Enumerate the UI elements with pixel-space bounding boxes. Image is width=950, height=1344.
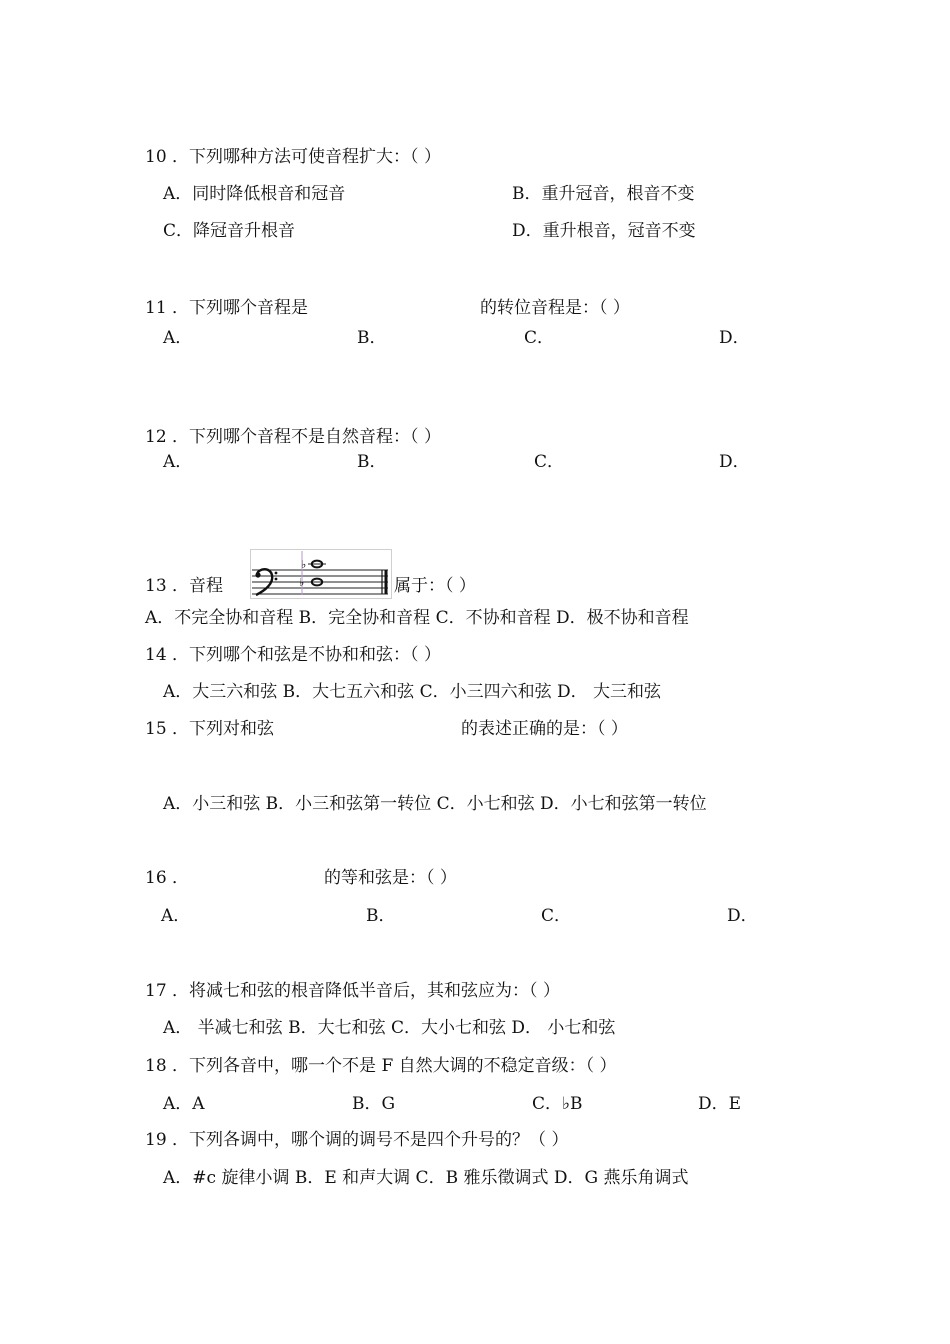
q12-option-d: D． [719,452,750,472]
interval-staff-image [250,549,392,599]
q10-option-b: B．重升冠音，根音不变 [512,184,695,204]
q19-stem: 19 ．下列各调中，哪个调的调号不是四个升号的？（ ） [145,1130,569,1150]
q16-option-c: C． [541,906,572,926]
q16-stem-pre: 16 ． [145,868,190,888]
q10-stem: 10 ．下列哪种方法可使音程扩大：（ ） [145,147,441,167]
q14-options: A．大三六和弦 B．大七五六和弦 C．小三四六和弦 D． 大三和弦 [163,682,662,702]
q10-option-d: D．重升根音，冠音不变 [512,221,696,241]
q11-option-b: B． [357,328,387,348]
q15-stem-post: 的表述正确的是：（ ） [461,719,628,739]
q11-option-c: C． [524,328,555,348]
q11-stem-post: 的转位音程是：（ ） [480,298,630,318]
q16-option-d: D． [727,906,758,926]
q12-option-b: B． [357,452,387,472]
q11-stem-pre: 11 ．下列哪个音程是 [145,298,309,318]
q15-options: A．小三和弦 B．小三和弦第一转位 C．小七和弦 D．小七和弦第一转位 [163,794,707,814]
q11-option-d: D． [719,328,750,348]
q16-stem-post: 的等和弦是：（ ） [324,868,457,888]
q12-stem: 12 ．下列哪个音程不是自然音程：（ ） [145,427,441,447]
q12-option-c: C． [534,452,565,472]
q17-options: A． 半减七和弦 B．大七和弦 C．大小七和弦 D． 小七和弦 [163,1018,616,1038]
q13-options: A．不完全协和音程 B．完全协和音程 C．不协和音程 D．极不协和音程 [145,608,689,628]
q12-option-a: A． [163,452,193,472]
q18-stem: 18 ．下列各音中，哪一个不是 F 自然大调的不稳定音级：（ ） [145,1056,617,1076]
q10-option-a: A．同时降低根音和冠音 [163,184,346,204]
svg-text:♭: ♭ [299,576,305,589]
q14-stem: 14 ．下列哪个和弦是不协和和弦：（ ） [145,645,441,665]
q18-option-c: C．♭B [532,1094,583,1114]
q13-stem-pre: 13 ．音程 [145,576,224,596]
q19-options: A．#c 旋律小调 B．E 和声大调 C．B 雅乐徵调式 D．G 燕乐角调式 [163,1168,689,1188]
q13-stem-post: 属于：（ ） [394,576,476,596]
q18-option-b: B．G [352,1094,396,1114]
svg-text:♭: ♭ [301,558,307,571]
q17-stem: 17 ．将减七和弦的根音降低半音后，其和弦应为：（ ） [145,981,560,1001]
q18-option-a: A．A [163,1094,205,1114]
q11-option-a: A． [163,328,193,348]
q16-option-b: B． [366,906,396,926]
q18-option-d: D．E [698,1094,742,1114]
q10-option-c: C．降冠音升根音 [163,221,296,241]
q15-stem-pre: 15 ．下列对和弦 [145,719,275,739]
q16-option-a: A． [161,906,191,926]
